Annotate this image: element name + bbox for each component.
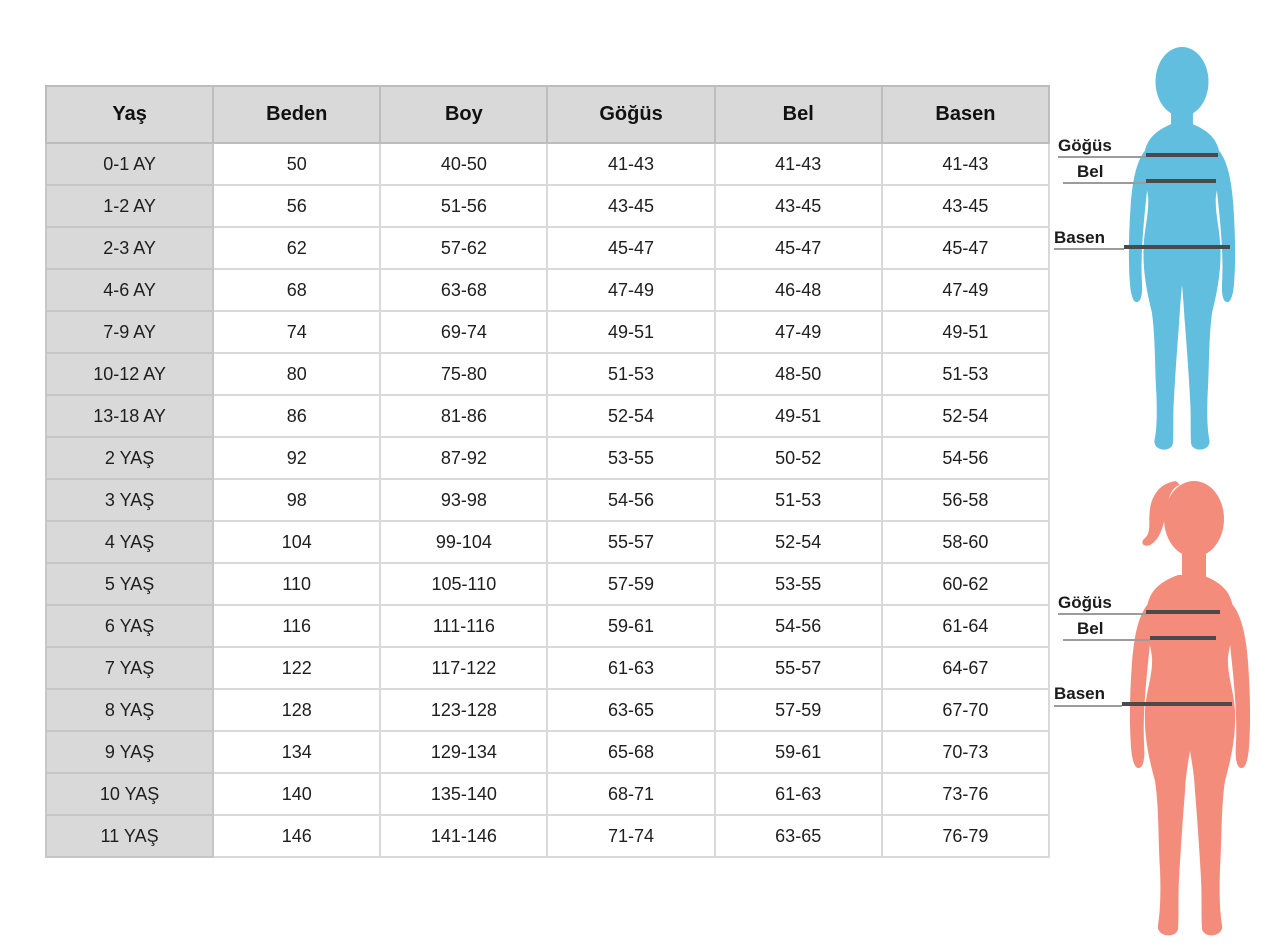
table-cell: 99-104 bbox=[380, 521, 547, 563]
boy-hip-label: Basen bbox=[1054, 228, 1106, 247]
table-cell: 70-73 bbox=[882, 731, 1049, 773]
size-table bbox=[45, 85, 1050, 858]
boy-chest-label: Göğüs bbox=[1058, 136, 1112, 155]
table-row bbox=[46, 143, 1049, 185]
table-cell: 68-71 bbox=[547, 773, 714, 815]
girl-chest-leader-line bbox=[1058, 613, 1146, 615]
table-cell: 45-47 bbox=[715, 227, 882, 269]
table-cell: 58-60 bbox=[882, 521, 1049, 563]
table-cell: 93-98 bbox=[380, 479, 547, 521]
boy-chest-leader-line bbox=[1058, 156, 1146, 158]
girl-hip-leader-line bbox=[1054, 705, 1122, 707]
table-cell: 65-68 bbox=[547, 731, 714, 773]
table-cell: 63-65 bbox=[547, 689, 714, 731]
table-cell: 41-43 bbox=[547, 143, 714, 185]
row-header-cell: 4-6 AY bbox=[46, 269, 213, 311]
girl-silhouette bbox=[1112, 474, 1262, 946]
table-cell: 47-49 bbox=[715, 311, 882, 353]
table-cell: 46-48 bbox=[715, 269, 882, 311]
table-cell: 57-59 bbox=[715, 689, 882, 731]
girl-chest-label: Göğüs bbox=[1058, 593, 1112, 612]
row-header-cell: 10 YAŞ bbox=[46, 773, 213, 815]
table-cell: 128 bbox=[213, 689, 380, 731]
table-cell: 47-49 bbox=[547, 269, 714, 311]
table-row bbox=[46, 521, 1049, 563]
row-header-cell: 8 YAŞ bbox=[46, 689, 213, 731]
table-cell: 140 bbox=[213, 773, 380, 815]
table-cell: 45-47 bbox=[547, 227, 714, 269]
table-cell: 146 bbox=[213, 815, 380, 857]
table-cell: 134 bbox=[213, 731, 380, 773]
table-row bbox=[46, 311, 1049, 353]
table-cell: 40-50 bbox=[380, 143, 547, 185]
table-cell: 67-70 bbox=[882, 689, 1049, 731]
table-cell: 74 bbox=[213, 311, 380, 353]
column-header: Boy bbox=[380, 86, 547, 143]
table-cell: 98 bbox=[213, 479, 380, 521]
table-cell: 122 bbox=[213, 647, 380, 689]
table-cell: 64-67 bbox=[882, 647, 1049, 689]
table-cell: 47-49 bbox=[882, 269, 1049, 311]
table-cell: 117-122 bbox=[380, 647, 547, 689]
table-cell: 52-54 bbox=[882, 395, 1049, 437]
table-cell: 73-76 bbox=[882, 773, 1049, 815]
column-header: Beden bbox=[213, 86, 380, 143]
row-header-cell: 7 YAŞ bbox=[46, 647, 213, 689]
girl-hip-label: Basen bbox=[1054, 684, 1106, 703]
boy-chest-measure-line bbox=[1146, 153, 1218, 157]
table-cell: 59-61 bbox=[547, 605, 714, 647]
column-header: Göğüs bbox=[547, 86, 714, 143]
table-cell: 49-51 bbox=[882, 311, 1049, 353]
table-cell: 48-50 bbox=[715, 353, 882, 395]
table-cell: 56 bbox=[213, 185, 380, 227]
table-cell: 68 bbox=[213, 269, 380, 311]
table-cell: 61-63 bbox=[547, 647, 714, 689]
table-cell: 111-116 bbox=[380, 605, 547, 647]
table-cell: 63-68 bbox=[380, 269, 547, 311]
table-cell: 51-53 bbox=[547, 353, 714, 395]
row-header-cell: 9 YAŞ bbox=[46, 731, 213, 773]
row-header-cell: 10-12 AY bbox=[46, 353, 213, 395]
table-cell: 45-47 bbox=[882, 227, 1049, 269]
table-cell: 54-56 bbox=[882, 437, 1049, 479]
row-header-cell: 11 YAŞ bbox=[46, 815, 213, 857]
table-row bbox=[46, 689, 1049, 731]
row-header-cell: 3 YAŞ bbox=[46, 479, 213, 521]
boy-waist-measure-line bbox=[1146, 179, 1216, 183]
table-cell: 43-45 bbox=[715, 185, 882, 227]
table-row bbox=[46, 647, 1049, 689]
table-cell: 69-74 bbox=[380, 311, 547, 353]
table-cell: 53-55 bbox=[715, 563, 882, 605]
girl-waist-measure-line bbox=[1150, 636, 1216, 640]
column-header: Basen bbox=[882, 86, 1049, 143]
table-cell: 53-55 bbox=[547, 437, 714, 479]
table-cell: 141-146 bbox=[380, 815, 547, 857]
table-cell: 60-62 bbox=[882, 563, 1049, 605]
girl-waist-label: Bel bbox=[1077, 619, 1104, 638]
boy-hip-leader-line bbox=[1054, 248, 1124, 250]
table-cell: 43-45 bbox=[547, 185, 714, 227]
table-cell: 76-79 bbox=[882, 815, 1049, 857]
row-header-cell: 5 YAŞ bbox=[46, 563, 213, 605]
table-cell: 80 bbox=[213, 353, 380, 395]
table-cell: 75-80 bbox=[380, 353, 547, 395]
table-cell: 59-61 bbox=[715, 731, 882, 773]
table-cell: 61-64 bbox=[882, 605, 1049, 647]
table-cell: 55-57 bbox=[715, 647, 882, 689]
table-row bbox=[46, 227, 1049, 269]
boy-waist-leader-line bbox=[1063, 182, 1146, 184]
boy-hip-measure-line bbox=[1124, 245, 1230, 249]
column-header: Yaş bbox=[46, 86, 213, 143]
table-row bbox=[46, 815, 1049, 857]
table-cell: 62 bbox=[213, 227, 380, 269]
table-cell: 54-56 bbox=[715, 605, 882, 647]
table-cell: 41-43 bbox=[715, 143, 882, 185]
table-cell: 86 bbox=[213, 395, 380, 437]
table-cell: 51-56 bbox=[380, 185, 547, 227]
table-cell: 54-56 bbox=[547, 479, 714, 521]
table-cell: 116 bbox=[213, 605, 380, 647]
table-cell: 56-58 bbox=[882, 479, 1049, 521]
table-cell: 104 bbox=[213, 521, 380, 563]
table-cell: 52-54 bbox=[547, 395, 714, 437]
table-cell: 43-45 bbox=[882, 185, 1049, 227]
row-header-cell: 6 YAŞ bbox=[46, 605, 213, 647]
table-cell: 135-140 bbox=[380, 773, 547, 815]
table-cell: 123-128 bbox=[380, 689, 547, 731]
table-cell: 50 bbox=[213, 143, 380, 185]
table-cell: 41-43 bbox=[882, 143, 1049, 185]
table-cell: 50-52 bbox=[715, 437, 882, 479]
girl-chest-measure-line bbox=[1146, 610, 1220, 614]
table-row bbox=[46, 773, 1049, 815]
table-cell: 51-53 bbox=[882, 353, 1049, 395]
table-cell: 110 bbox=[213, 563, 380, 605]
girl-waist-leader-line bbox=[1063, 639, 1150, 641]
table-cell: 57-59 bbox=[547, 563, 714, 605]
table-cell: 61-63 bbox=[715, 773, 882, 815]
row-header-cell: 0-1 AY bbox=[46, 143, 213, 185]
table-cell: 55-57 bbox=[547, 521, 714, 563]
table-cell: 52-54 bbox=[715, 521, 882, 563]
table-row bbox=[46, 269, 1049, 311]
table-cell: 49-51 bbox=[547, 311, 714, 353]
row-header-cell: 2-3 AY bbox=[46, 227, 213, 269]
girl-hip-measure-line bbox=[1122, 702, 1232, 706]
row-header-cell: 13-18 AY bbox=[46, 395, 213, 437]
table-row bbox=[46, 437, 1049, 479]
boy-silhouette bbox=[1118, 24, 1246, 474]
table-row bbox=[46, 605, 1049, 647]
table-cell: 57-62 bbox=[380, 227, 547, 269]
table-cell: 129-134 bbox=[380, 731, 547, 773]
girl-silhouette-shapes bbox=[1130, 481, 1250, 935]
table-cell: 105-110 bbox=[380, 563, 547, 605]
table-row bbox=[46, 731, 1049, 773]
table-cell: 92 bbox=[213, 437, 380, 479]
table-row bbox=[46, 353, 1049, 395]
table-cell: 81-86 bbox=[380, 395, 547, 437]
table-cell: 63-65 bbox=[715, 815, 882, 857]
row-header-cell: 1-2 AY bbox=[46, 185, 213, 227]
table-cell: 49-51 bbox=[715, 395, 882, 437]
table-cell: 87-92 bbox=[380, 437, 547, 479]
table-row bbox=[46, 563, 1049, 605]
table-cell: 51-53 bbox=[715, 479, 882, 521]
row-header-cell: 2 YAŞ bbox=[46, 437, 213, 479]
table-cell: 71-74 bbox=[547, 815, 714, 857]
boy-waist-label: Bel bbox=[1077, 162, 1104, 181]
row-header-cell: 4 YAŞ bbox=[46, 521, 213, 563]
table-row bbox=[46, 479, 1049, 521]
table-header-row bbox=[46, 86, 1049, 143]
column-header: Bel bbox=[715, 86, 882, 143]
table-row bbox=[46, 185, 1049, 227]
row-header-cell: 7-9 AY bbox=[46, 311, 213, 353]
table-row bbox=[46, 395, 1049, 437]
